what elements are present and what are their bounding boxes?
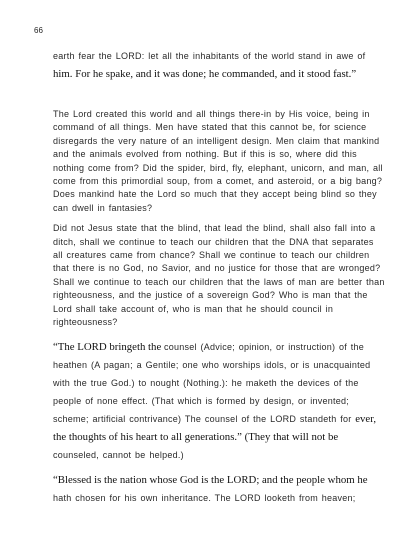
text-segment: ever, the thoughts of his heart to all generations.” (They that will not be <box>53 412 377 443</box>
text-segment: “The LORD bringeth the <box>53 340 164 353</box>
page-body <box>53 46 385 506</box>
text-segment: hath chosen for his own inheritance. The LORD looketh from heaven; <box>53 492 356 503</box>
text-segment: “Blessed is the nation whose God is the LORD; and the people whom he <box>53 473 368 486</box>
text-segment: Did not Jesus state that the blind, that lead the blind, shall also fall into a ditch, shall we continue to teach our children that the DNA that separates all creatures came from chance? Shall we continue to teach our children that there is no God, no Savior, and no justice for those that are wronged? Shall we continue to teach our children that the laws of man are better than righteousness, and the justice of a sovereign God? Who is man that the Lord shall take account of, who is man that he should council in righteousness? <box>53 223 385 328</box>
text-segment: counseled, cannot be helped.) <box>53 449 184 460</box>
paragraph-blessed-nation <box>53 470 385 506</box>
text-segment: The Lord created this world and all things there-in by His voice, being in command of all things. Men have stated that this cannot be, for science disregards the very nature of an intelligent design. Men claim that mankind and the animals evolved from nothing. But if this is so, where did this nothing come from? Did the spider, bird, fly, elephant, unicorn, and man, all come from this primordial soup, from a comet, and asteroid, or a big bang? Does mankind hate the Lord so much that they accept being blind so they can dwell in fantasies? <box>53 109 383 213</box>
paragraph-creation <box>53 108 385 215</box>
paragraph-psalm-verse-end <box>53 46 385 82</box>
page-number: 66 <box>34 26 43 35</box>
text-segment: counsel (Advice; opinion, or instruction) of the heathen (A pagan; a Gentile; one who worships idols, or is unacquainted with the true God.) to nought (Nothing.): he maketh the devices of the people of none effect. (That which is formed by design, or invented; scheme; artificial contrivance) The counsel of the LORD standeth for <box>53 341 371 424</box>
text-segment: earth fear the LORD: let all the inhabitants of the world stand in awe of <box>53 51 366 61</box>
paragraph-counsel-of-the-lord <box>53 337 385 463</box>
paragraph-blind-lead-blind <box>53 222 385 329</box>
text-segment: him. For he spake, and it was done; he commanded, and it stood fast.” <box>53 68 357 80</box>
